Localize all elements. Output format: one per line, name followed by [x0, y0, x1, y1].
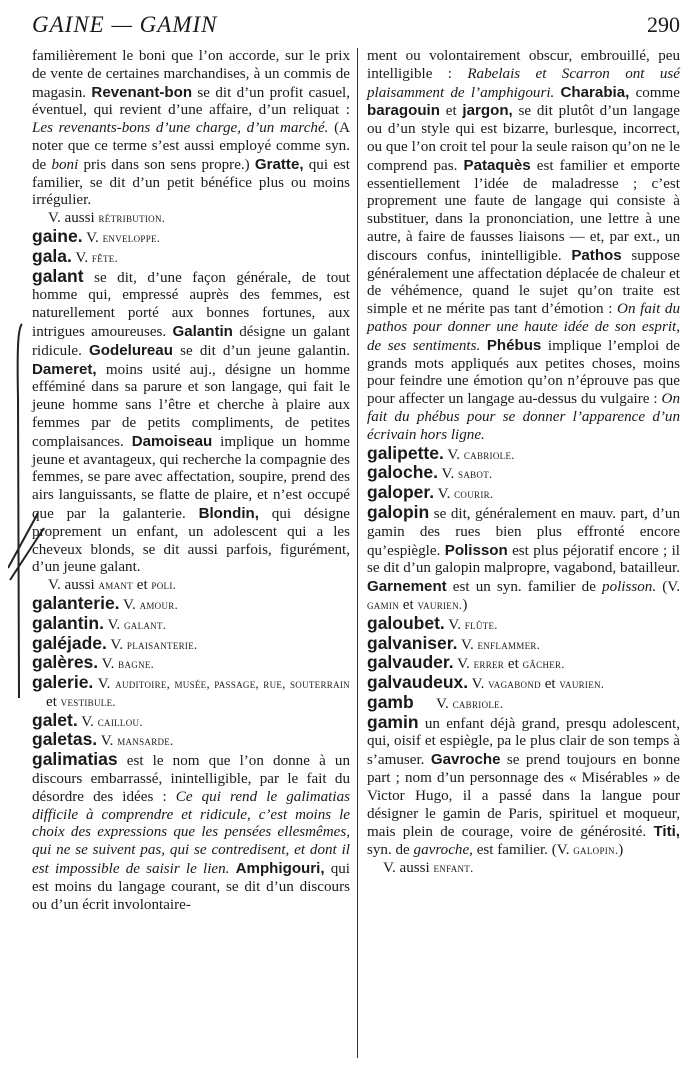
page-number: 290 [647, 12, 680, 37]
entry-galoper: galoper. V. courir. [367, 482, 494, 503]
entry-gambade: gamb V. cabriole. [367, 691, 504, 712]
entry-galetas: galetas. V. mansarde. [32, 729, 174, 750]
entry-gamin: gamin un enfant déjà grand, presqu adolescent, qui, oisif et espiègle, pa le plus clair de son temps à s’amuser. Gavroche se prend toujours en bonne part ; nom d’un personnage des « Misérables » de Victor Hugo, il a passé dans la langue pour désigner le gamin de Paris, spirituel et moqueur, mais plein de courage, voire de générosité. Titi, syn. de gavroche, est familier. (V. galopin.) [367, 711, 680, 859]
page-header [32, 12, 680, 42]
entry-galant: galant se dit, d’une façon générale, de tout homme qui, empressé auprès des femmes, est naturellement porté aux bonnes fortunes, aux intrigues amoureuses. Galantin désigne un galant ridicule. Godelureau se dit d’un jeune galantin. Dameret, moins usité auj., désigne un homme efféminé dans sa parure et son langage, qui fait le jeune homme sans l’être et cherche à plaire aux femmes par de petits compliments, de petites complaisances. Damoiseau implique un homme jeune et avantageux, qui recherche la compagnie des femmes, se pare avec affectation, soupire, prend des airs languissants, se flatte de plaire, et n’est occupé que par la galanterie. Blondin, qui désigne proprement un enfant, un adolescent qui a les cheveux blonds, se dit aussi parfois, figurément, d’un jeune galant. [32, 265, 350, 576]
entry-galoubet: galoubet. V. flûte. [367, 612, 498, 633]
see-also: V. aussi amant et poli. [48, 577, 177, 594]
entry-text: familièrement le boni que l’on accorde, sur le prix de vente de certaines marchandises, à un commis de magasin. Revenant-bon se dit d’un profit casuel, éventuel, qui revient d’une affaire, d’un reliquat : Les revenants-bons d’une charge, d’un marché. (A noter que ce terme s’est aussi employé comme syn. de boni pris dans son sens propre.) Gratte, qui est familier, se dit d’un petit bénéfice plus ou moins irrégulier. [32, 48, 350, 209]
entry-galet: galet. V. caillou. [32, 709, 143, 730]
entry-galvauder: galvauder. V. errer et gâcher. [367, 652, 565, 673]
entry-galejade: galéjade. V. plaisanterie. [32, 632, 198, 653]
entry-galantin: galantin. V. galant. [32, 612, 167, 633]
entry-galvaniser: galvaniser. V. enflammer. [367, 632, 541, 653]
entry-galoche: galoche. V. sabot. [367, 462, 493, 483]
entry-galipette: galipette. V. cabriole. [367, 442, 515, 463]
entry-galeres: galères. V. bagne. [32, 652, 155, 673]
entry-text: ment ou volontairement obscur, embrouillé, peu intelligible : Rabelais et Scarron ont usé plaisamment de l’amphigouri. Charabia, comme baragouin et jargon, se dit plutôt d’un langage ou d’un style qui est bizarre, burlesque, incorrect, ou que l’on croit tel pour la seule raison qu’on ne le comprend pas. Pataquès est familier et emporte essentiellement l’idée de maladresse ; c’est proprement une faute de langage qui consiste à substituer, dans la prononciation, une lettre à une autre, à faire de fausses liaisons — et, par ext., un discours confus, inintelligible. Pathos suppose généralement une affectation déplacée de chaleur et de véhémence, quand le sujet qu’on traite est simple et ne mérite pas tant d’émotion : On fait du pathos pour donner une haute idée de son esprit, de ses sentiments. Phébus implique l’emploi de grands mots appliqués aux petites choses, moins pour feindre une émotion qu’on n’éprouve pas que pour affecter un langage au-dessus du vulgaire : On fait du phébus pour se donner l’apparence d’un écrivain hors ligne. [367, 48, 680, 443]
column-rule [357, 48, 358, 1058]
entry-galerie: galerie. V. auditoire, musée, passage, rue, souterrain et vestibule. [32, 672, 350, 710]
entry-galimatias: galimatias est le nom que l’on donne à un discours embarrassé, inintelligible, par le fait du désordre des idées : Ce qui rend le galimatias difficile à comprendre et ridicule, c’est moins le choix des expressions que les pensées ellesmêmes, qui ne se suivent pas, qui se contredisent, et dont il est impossible de saisir le lien. Amphigouri, qui est moins du langage courant, se dit d’un discours ou d’un écrit involontaire- [32, 749, 351, 913]
entry-gala: gala. V. fête. [32, 245, 119, 266]
right-column [367, 48, 680, 878]
entry-gaine: gaine. V. enveloppe. [32, 225, 161, 246]
left-column [32, 48, 350, 914]
see-also: V. aussi rétribution. [48, 210, 166, 227]
entry-galopin: galopin se dit, généralement en mauv. part, d’un gamin des rues bien plus effronté encore qu’espiègle. Polisson est plus péjoratif encore ; il se dit d’un galopin malpropre, vagabond, batailleur. Garnement est un syn. familier de polisson. (V. gamin et vaurien.) [367, 501, 680, 613]
entry-galanterie: galanterie. V. amour. [32, 592, 178, 613]
entry-galvaudeux: galvaudeux. V. vagabond et vaurien. [367, 672, 605, 693]
running-head: GAINE — GAMIN [32, 12, 218, 37]
see-also: V. aussi enfant. [383, 860, 474, 877]
